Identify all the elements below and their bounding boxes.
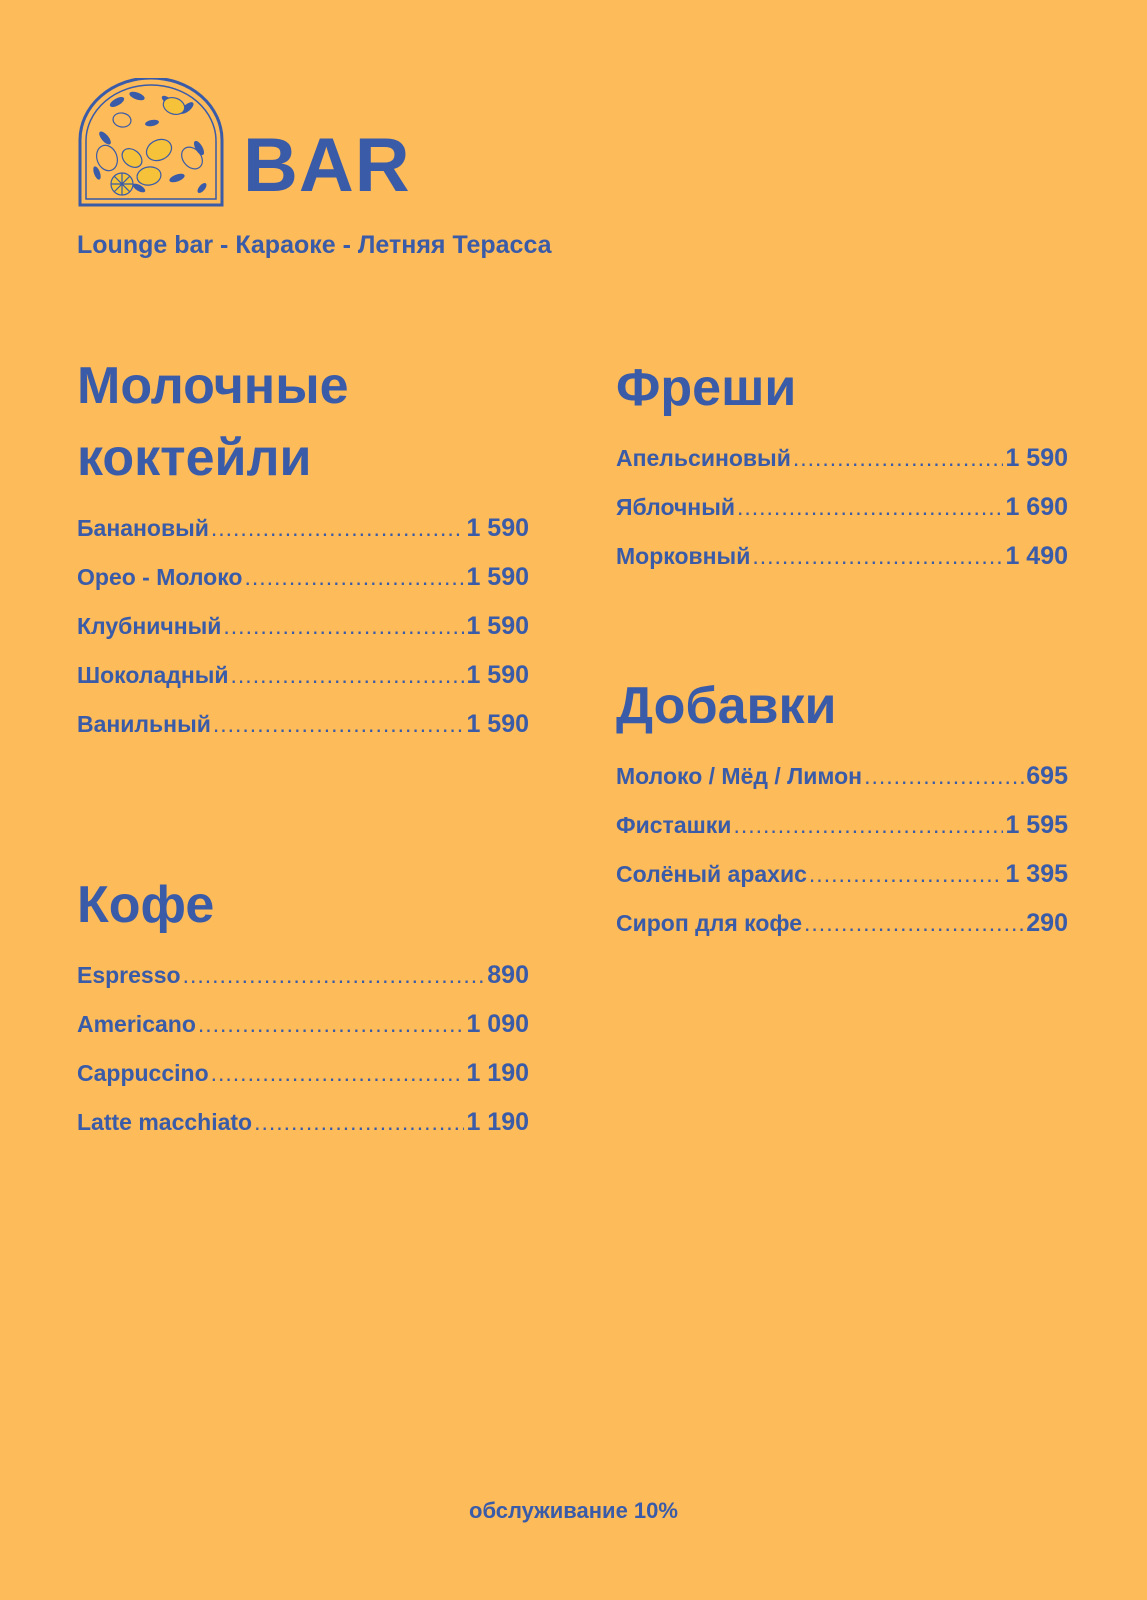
- fresh-section: [616, 352, 1068, 591]
- item-name: Яблочный: [616, 494, 735, 520]
- menu-item: [77, 1059, 529, 1108]
- dot-leader: [223, 613, 464, 640]
- menu-item: [616, 493, 1068, 542]
- item-name: Морковный: [616, 543, 751, 569]
- menu-item: [77, 612, 529, 661]
- dot-leader: [213, 711, 465, 738]
- item-name: Cappuccino: [77, 1060, 209, 1086]
- item-price: 1 590: [466, 563, 529, 591]
- dot-leader: [737, 494, 1003, 521]
- menu-item: [77, 1010, 529, 1059]
- item-price: 1 190: [466, 1059, 529, 1087]
- menu-item: [77, 961, 529, 1010]
- item-name: Ванильный: [77, 711, 211, 737]
- menu-item: [77, 514, 529, 563]
- item-price: 1 595: [1005, 811, 1068, 839]
- item-name: Молоко / Мёд / Лимон: [616, 763, 863, 789]
- tagline: Lounge bar - Караоке - Летняя Терасса: [77, 231, 552, 259]
- section-title: Кофе: [77, 876, 215, 934]
- item-name: Espresso: [77, 962, 181, 988]
- dot-leader: [211, 1060, 465, 1087]
- section-title: Фреши: [616, 359, 797, 417]
- milkshakes-section: [77, 350, 529, 759]
- item-price: 1 690: [1005, 493, 1068, 521]
- dot-leader: [183, 962, 486, 989]
- item-name: Солёный арахис: [616, 861, 807, 887]
- dot-leader: [864, 763, 1024, 790]
- lemon-arch-logo-icon: [77, 78, 225, 208]
- coffee-section: [77, 869, 529, 1157]
- item-name: Орео - Молоко: [77, 564, 243, 590]
- dot-leader: [752, 543, 1003, 570]
- item-name: Фисташки: [616, 812, 732, 838]
- item-price: 1 590: [466, 710, 529, 738]
- dot-leader: [198, 1011, 465, 1038]
- item-name: Latte macchiato: [77, 1109, 253, 1135]
- item-name: Клубничный: [77, 613, 222, 639]
- item-name: Банановый: [77, 515, 209, 541]
- bar-title: BAR: [243, 123, 411, 208]
- item-name: Апельсиновый: [616, 445, 791, 471]
- menu-item: [77, 661, 529, 710]
- menu-item: [77, 563, 529, 612]
- item-price: 1 590: [466, 661, 529, 689]
- addons-section: [616, 670, 1068, 958]
- item-price: 1 395: [1005, 860, 1068, 888]
- dot-leader: [244, 564, 464, 591]
- menu-item: [616, 909, 1068, 958]
- menu-item: [77, 1108, 529, 1157]
- menu-item: [616, 762, 1068, 811]
- menu-item: [616, 542, 1068, 591]
- item-price: 1 590: [466, 514, 529, 542]
- item-name: Americano: [77, 1011, 196, 1037]
- item-price: 1 190: [466, 1108, 529, 1136]
- menu-item: [616, 444, 1068, 493]
- section-title: Добавки: [616, 677, 837, 735]
- item-price: 1 590: [466, 612, 529, 640]
- service-charge-note: обслуживание 10%: [469, 1498, 678, 1523]
- dot-leader: [254, 1109, 464, 1136]
- menu-item: [616, 860, 1068, 909]
- item-price: 890: [487, 961, 529, 989]
- menu-item: [77, 710, 529, 759]
- dot-leader: [809, 861, 1004, 888]
- menu-item: [616, 811, 1068, 860]
- section-title: Молочные коктейли: [77, 357, 349, 487]
- item-price: 1 490: [1005, 542, 1068, 570]
- item-price: 290: [1026, 909, 1068, 937]
- item-price: 695: [1026, 762, 1068, 790]
- dot-leader: [793, 445, 1004, 472]
- item-price: 1 590: [1005, 444, 1068, 472]
- item-price: 1 090: [466, 1010, 529, 1038]
- dot-leader: [804, 910, 1024, 937]
- item-name: Сироп для кофе: [616, 910, 803, 936]
- item-name: Шоколадный: [77, 662, 229, 688]
- dot-leader: [211, 515, 465, 542]
- dot-leader: [733, 812, 1003, 839]
- dot-leader: [231, 662, 465, 689]
